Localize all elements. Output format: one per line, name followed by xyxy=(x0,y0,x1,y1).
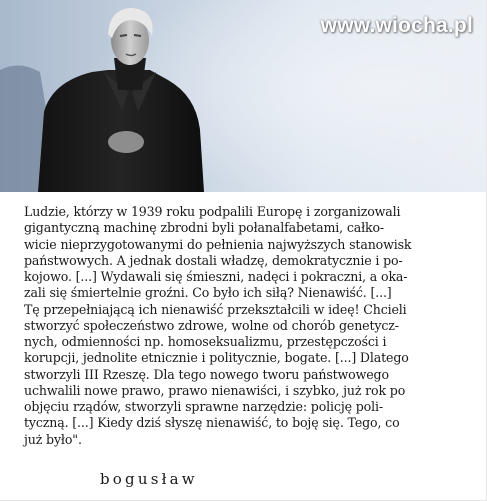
quote-line: gigantyczną machinę zbrodni byli połanalfabetami, całko- xyxy=(24,220,385,236)
quote-line: zali się śmiertelnie groźni. Co było ich siłą? Nienawiść. [...] xyxy=(24,285,392,301)
quote-line: stworzyli III Rzeszę. Dla tego nowego tworu państwowego xyxy=(24,366,389,382)
quote-line: uchwalili nowe prawo, prawo nienawiści, i szybko, już rok po xyxy=(24,382,406,398)
portrait-photo xyxy=(0,0,487,192)
quote-line: nych, odmienności np. homoseksualizmu, przestępczości i xyxy=(24,334,387,349)
quote-line: objęciu rządów, stworzyli sprawne narzędzie: policję poli- xyxy=(24,399,383,414)
quote-line: stworzyć społeczeństwo zdrowe, wolne od chorób genetycz- xyxy=(24,317,399,333)
quote-line: wicie nieprzygotowanymi do pełnienia najwyższych stanowisk xyxy=(24,236,412,252)
quote-line: państwowych. A jednak dostali władzę, demokratycznie i po- xyxy=(24,252,403,268)
quote-line: tyczną. [...] Kiedy dziś słyszę nienawiść, to boję się. Tego, co xyxy=(24,415,400,431)
author-signature: bogusław xyxy=(100,470,198,488)
quote-line: Tę przepełniającą ich nienawiść przekształcili w ideę! Chcieli xyxy=(24,301,407,317)
quote-line: już było". xyxy=(24,431,82,447)
quote-line: korupcji, jednolite etnicznie i politycznie, bogate. [...] Dlatego xyxy=(24,350,409,366)
quote-line: kojowo. [...] Wydawali się śmieszni, nadęci i pokraczni, a oka- xyxy=(24,269,408,284)
quote-text xyxy=(24,204,470,448)
site-watermark: www.wiocha.pl xyxy=(320,14,473,37)
quote-line: Ludzie, którzy w 1939 roku podpalili Europę i zorganizowali xyxy=(24,204,401,219)
